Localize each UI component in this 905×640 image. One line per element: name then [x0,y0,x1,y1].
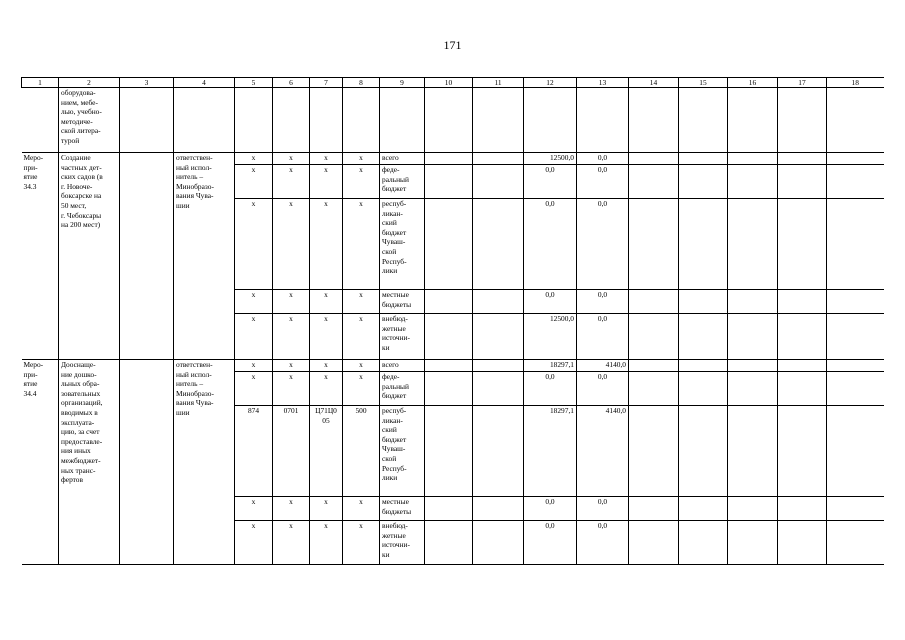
funding-source-text: респуб- ликан- ский бюджет Чуваш- ской Респуб- лики [382,199,407,276]
cell-x: x [310,521,343,565]
cell-x: x [343,314,380,360]
funding-source-text: респуб- ликан- ский бюджет Чуваш- ской Респуб- лики [382,406,407,483]
value-col13: 0,0 [577,372,629,406]
column-header: 6 [273,78,310,88]
cell-x: x [273,165,310,199]
budget-code-c6: 0701 [273,406,310,497]
value-col13: 0,0 [577,314,629,360]
cell-x: x [235,360,273,372]
table-row [22,88,884,153]
value-col13: 0,0 [577,165,629,199]
cell-x: x [235,314,273,360]
value-col13: 0,0 [577,497,629,521]
activity-name-cell [59,88,120,153]
column-header: 16 [728,78,778,88]
funding-source [380,199,425,290]
funding-source [380,290,425,314]
cell-x: x [235,165,273,199]
cell-x: x [273,360,310,372]
cell-x: x [273,372,310,406]
table-row [22,153,884,165]
column-header: 7 [310,78,343,88]
budget-code-c7-text: Ц71Ц0 05 [315,406,337,425]
funding-source [380,406,425,497]
cell-x: x [310,314,343,360]
value-col13: 0,0 [577,290,629,314]
cell-x: x [273,521,310,565]
executor: ответствен- ный испол- нитель – Минобразо- вания Чува- шии [176,360,214,417]
executor: ответствен- ный испол- нитель – Минобразо- вания Чува- шии [176,153,214,210]
column-header: 15 [679,78,728,88]
header-row [22,78,884,88]
column-header: 1 [22,78,59,88]
cell-x: x [235,199,273,290]
cell-x: x [343,153,380,165]
cell-x: x [235,372,273,406]
value-col12: 12500,0 [524,314,577,360]
funding-source-text: феде- ральный бюджет [382,372,409,401]
value-col12: 12500,0 [524,153,577,165]
activity-name-cell [59,153,120,360]
table-row [22,360,884,372]
funding-source-text: внебюд- жетные источни- ки [382,314,410,352]
activity-label-text: Меро- при- ятие 34.3 [23,153,44,191]
value-col12: 18297,1 [524,406,577,497]
cell-x: x [273,153,310,165]
column-header: 13 [577,78,629,88]
funding-source-text: феде- ральный бюджет [382,165,409,194]
funding-source [380,360,425,372]
column-header: 10 [425,78,473,88]
cell-x: x [343,360,380,372]
cell-x: x [235,290,273,314]
column-header: 11 [473,78,524,88]
activity-label [22,153,59,360]
funding-source [380,521,425,565]
budget-table [21,77,884,565]
funding-source-text: местные бюджеты [382,497,412,516]
executor-cell [174,153,235,360]
cell-x: x [343,521,380,565]
column-header: 8 [343,78,380,88]
cell-x: x [235,153,273,165]
cell-x: x [235,521,273,565]
cell-x: x [343,497,380,521]
value-col12: 0,0 [524,372,577,406]
cell-x: x [273,314,310,360]
column-header: 3 [120,78,174,88]
value-col12: 0,0 [524,199,577,290]
activity-name: Создание частных дет- ских садов (в г. Новоче- боксарске на 50 мест, г. Чебоксары на 200 мест) [61,153,103,230]
column-header: 9 [380,78,425,88]
value-col12: 18297,1 [524,360,577,372]
value-col13: 0,0 [577,521,629,565]
cell-x: x [273,199,310,290]
activity-name: Дооснаще- ние дошко- льных обра- зовательных организаций, вводимых в эксплуата- цию, за счет предоставле- ния иных межбюджет- ных транс- фертов [61,360,103,485]
cell-x: x [310,153,343,165]
funding-source-text: внебюд- жетные источни- ки [382,521,410,559]
funding-source [380,153,425,165]
column-header: 18 [827,78,884,88]
column-header: 2 [59,78,120,88]
cell-x: x [310,372,343,406]
cell-x: x [343,372,380,406]
budget-code-c8: 500 [343,406,380,497]
cell-x: x [343,290,380,314]
funding-source-text: всего [382,153,399,162]
cell-x: x [310,497,343,521]
funding-source [380,165,425,199]
value-col13: 0,0 [577,199,629,290]
cell-x: x [310,290,343,314]
budget-code-c7 [310,406,343,497]
column-header: 12 [524,78,577,88]
budget-code-c5: 874 [235,406,273,497]
cell-x: x [235,497,273,521]
executor-cell [174,360,235,565]
cell-x: x [310,360,343,372]
funding-source [380,314,425,360]
funding-source-text: местные бюджеты [382,290,412,309]
value-col13: 4140,0 [577,406,629,497]
cell-x: x [273,497,310,521]
value-col12: 0,0 [524,290,577,314]
page-number: 171 [443,38,462,52]
cell-x: x [273,290,310,314]
column-header: 14 [629,78,679,88]
column-header: 4 [174,78,235,88]
value-col13: 4140,0 [577,360,629,372]
activity-name: оборудова- нием, мебе- лью, учебно- методиче- ской литера- турой [61,88,102,145]
value-col12: 0,0 [524,497,577,521]
cell-x: x [310,165,343,199]
funding-source-text: всего [382,360,399,369]
cell-x: x [343,165,380,199]
activity-label [22,360,59,565]
activity-name-cell [59,360,120,565]
activity-label-text: Меро- при- ятие 34.4 [23,360,44,398]
value-col13: 0,0 [577,153,629,165]
funding-source [380,372,425,406]
cell-x: x [343,199,380,290]
value-col12: 0,0 [524,521,577,565]
cell-x: x [310,199,343,290]
column-header: 5 [235,78,273,88]
value-col12: 0,0 [524,165,577,199]
column-header: 17 [778,78,827,88]
funding-source [380,497,425,521]
